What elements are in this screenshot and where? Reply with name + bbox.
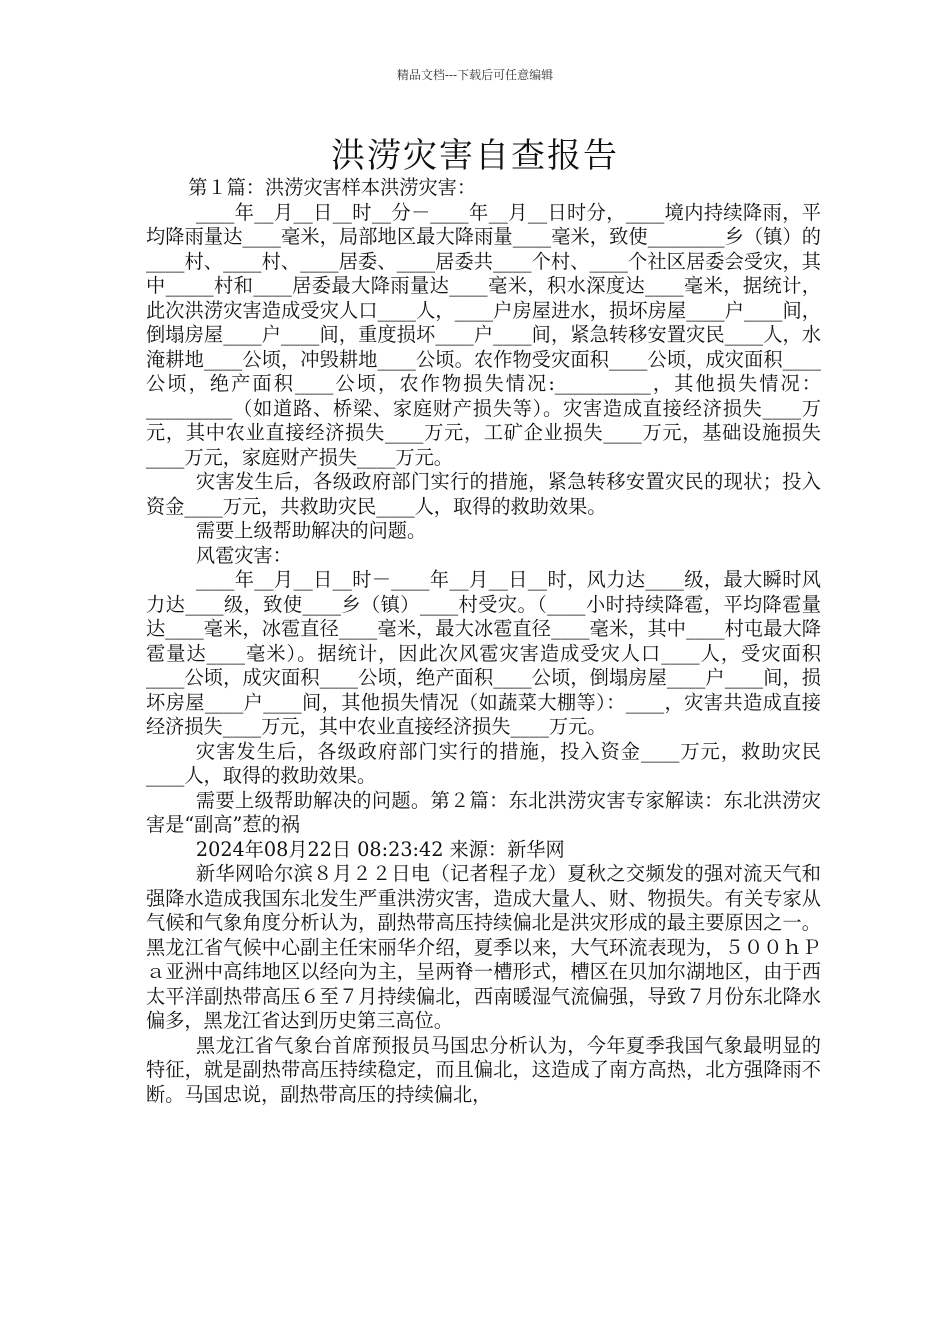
paragraph-hail-details: ____年__月__日__时－____年__月__日__时，风力达____级，最大瞬时风力达____级，致使____乡（镇）____村受灾。（____小时持续降雹，平均降雹量达____毫米，冰雹直径____毫米，最大冰雹直径____毫米，其中____村屯最大降雹量达____毫米）。据统计，因此次风雹灾害造成受灾人口____人，受灾面积____公顷，成灾面积____公顷，绝产面积____公顷，倒塌房屋____户____间，损坏房屋____户____间，其他损失情况（如蔬菜大棚等）：____，灾害共造成直接经济损失____万元，其中农业直接经济损失____万元。 <box>146 568 821 738</box>
paragraph-news-body: 新华网哈尔滨８月２２日电（记者程子龙）夏秋之交频发的强对流天气和强降水造成我国东北发生严重洪涝灾害，造成大量人、财、物损失。有关专家从气候和气象角度分析认为，副热带高压持续偏北是洪灾形成的最主要原因之一。黑龙江省气候中心副主任宋丽华介绍，夏季以来，大气环流表现为，５００ｈＰａ亚洲中高纬地区以经向为主，呈两脊一槽形式，槽区在贝加尔湖地区，由于西太平洋副热带高压６至７月持续偏北，西南暖湿气流偏强，导致７月份东北降水偏多，黑龙江省达到历史第三高位。 <box>146 862 821 1032</box>
paragraph-flood-details: ____年__月__日__时__分－____年__月__日时分，____境内持续降雨，平均降雨量达____毫米，局部地区最大降雨量____毫米，致使________乡（镇）的____村、____村、____居委、____居委共____个村、____个社区居委会受灾，其中_____村和____居委最大降雨量达____毫米，积水深度达____毫米，据统计，此次洪涝灾害造成受灾人口____人，____户房屋进水，损坏房屋____户____间，倒塌房屋____户____间，重度损坏____户____间，紧急转移安置灾民____人，水淹耕地____公顷，冲毁耕地____公顷。农作物受灾面积____公顷，成灾面积____公顷，绝产面积____公顷，农作物损失情况:__________，其他损失情况：_________（如道路、桥梁、家庭财产损失等）。灾害造成直接经济损失____万元，其中农业直接经济损失____万元，工矿企业损失____万元，基础设施损失____万元，家庭财产损失____万元。 <box>146 200 821 469</box>
paragraph-news-expert: 黑龙江省气象台首席预报员马国忠分析认为，今年夏季我国气象最明显的特征，就是副热带高压持续稳定，而且偏北，这造成了南方高热，北方强降雨不断。马国忠说，副热带高压的持续偏北， <box>146 1033 821 1106</box>
paragraph-hail-heading: 风雹灾害： <box>195 543 292 567</box>
paragraph-hail-response: 灾害发生后，各级政府部门实行的措施，投入资金____万元，救助灾民____人，取得的救助效果。 <box>146 739 821 787</box>
header-note: 精品文档---下载后可任意编辑 <box>396 68 554 82</box>
paragraph-dateline: 2024年08月22日 08:23:42 来源：新华网 <box>195 837 565 861</box>
document-body <box>146 176 821 1107</box>
paragraph-flood-response: 灾害发生后，各级政府部门实行的措施，紧急转移安置灾民的现状；投入资金____万元，共救助灾民____人，取得的救助效果。 <box>146 470 821 518</box>
paragraph-chapter-1-heading: 第１篇：洪涝灾害样本洪涝灾害： <box>188 176 477 199</box>
paragraph-chapter-2-heading: 需要上级帮助解决的问题。第２篇：东北洪涝灾害专家解读：东北洪涝灾害是“副高”惹的祸 <box>146 788 821 836</box>
paragraph-help-needed: 需要上级帮助解决的问题。 <box>195 519 427 542</box>
document-title: 洪涝灾害自查报告 <box>331 136 619 176</box>
